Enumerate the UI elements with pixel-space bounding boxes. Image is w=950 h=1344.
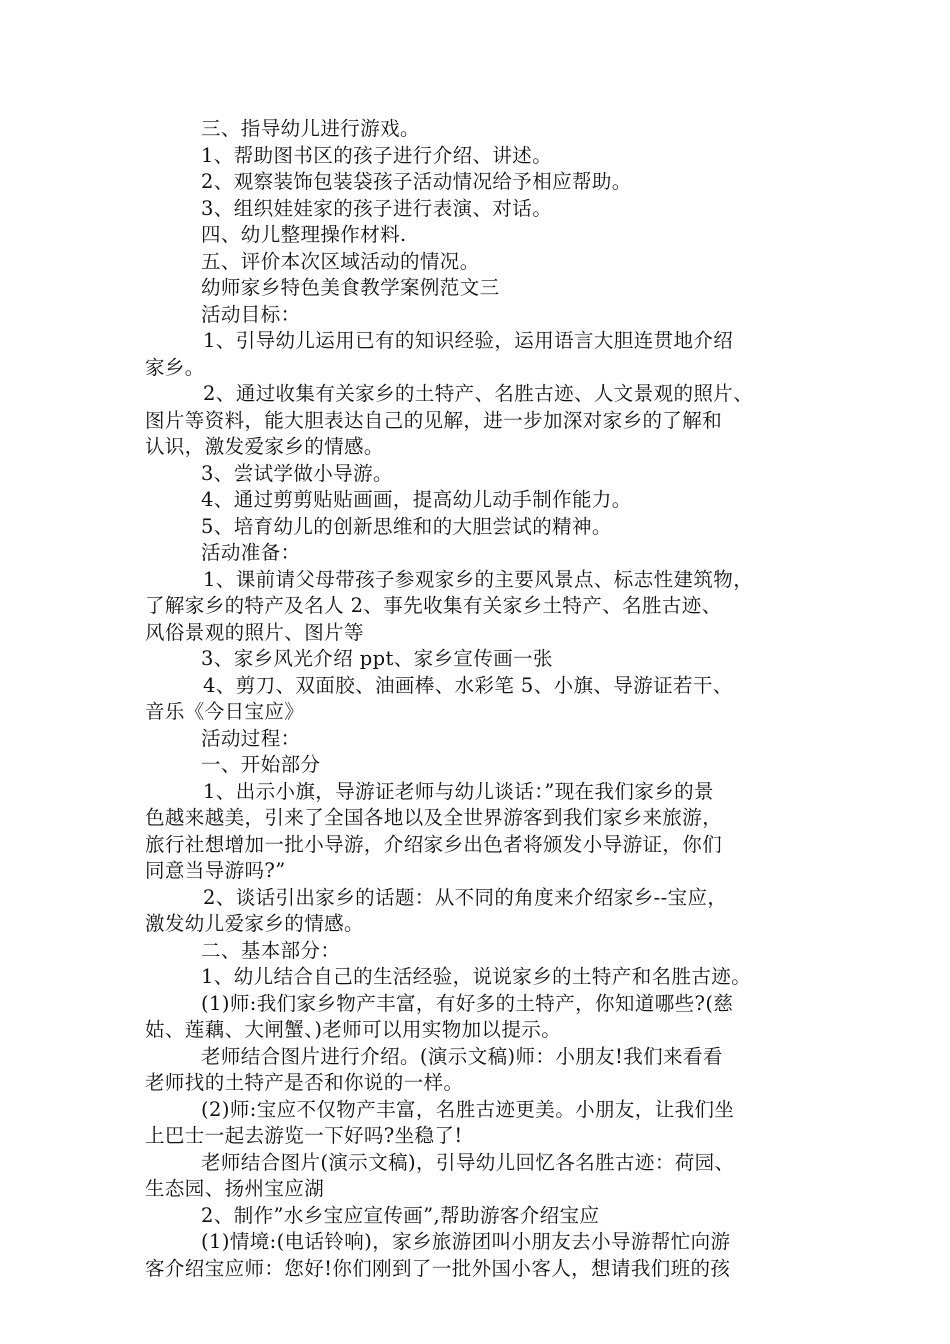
text-line: 三、指导幼儿进行游戏。 <box>201 117 420 140</box>
text-line: 老师结合图片进行介绍。(演示文稿)师：小朋友!我们来看看 <box>201 1044 723 1068</box>
text-line: 同意当导游吗?” <box>145 859 286 882</box>
document-body <box>145 116 810 1282</box>
text-line: 5、培育幼儿的创新思维和的大胆尝试的精神。 <box>201 514 612 538</box>
text-line: 1、引导幼儿运用已有的知识经验，运用语言大胆连贯地介绍 <box>203 329 734 352</box>
text-line: 姑、莲藕、大闸蟹、)老师可以用实物加以提示。 <box>145 1018 562 1041</box>
text-line: (2)师:宝应不仅物产丰富，名胜古迹更美。小朋友，让我们坐 <box>201 1097 735 1121</box>
text-line: 1、课前请父母带孩子参观家乡的主要风景点、标志性建筑物， <box>203 567 754 591</box>
text-line: 幼师家乡特色美食教学案例范文三 <box>201 276 500 299</box>
text-line: 老师找的土特产是否和你说的一样。 <box>145 1071 464 1094</box>
text-line: 一、开始部分 <box>201 753 321 776</box>
text-line: 图片等资料，能大胆表达自己的见解，进一步加深对家乡的了解和 <box>145 408 723 432</box>
text-line: 客介绍宝应师：您好!你们刚到了一批外国小客人，想请我们班的孩 <box>145 1256 731 1280</box>
text-line: (1)师:我们家乡物产丰富，有好多的土特产，你知道哪些?(慈 <box>201 991 734 1015</box>
text-line: 旅行社想增加一批小导游，介绍家乡出色者将颁发小导游证，你们 <box>145 832 723 856</box>
text-line: 3、家乡风光介绍 ppt、家乡宣传画一张 <box>201 647 553 670</box>
text-line: 2、制作”水乡宝应宣传画”,帮助游客介绍宝应 <box>201 1203 600 1227</box>
text-line: 3、组织娃娃家的孩子进行表演、对话。 <box>201 196 553 220</box>
text-line: 活动准备： <box>201 541 301 564</box>
text-line: 四、幼儿整理操作材料. <box>201 223 407 246</box>
text-line: 1、幼儿结合自己的生活经验，说说家乡的土特产和名胜古迹。 <box>201 965 752 988</box>
text-line: 1、帮助图书区的孩子进行介绍、讲述。 <box>201 143 553 167</box>
text-line: 老师结合图片(演示文稿)，引导幼儿回忆各名胜古迹：荷园、 <box>201 1150 735 1174</box>
text-line: 2、通过收集有关家乡的土特产、名胜古迹、人文景观的照片、 <box>203 382 754 405</box>
text-line: 激发幼儿爱家乡的情感。 <box>145 912 364 935</box>
text-line: 家乡。 <box>145 355 205 379</box>
text-line: 了解家乡的特产及名人 2、事先收集有关家乡土特产、名胜古迹、 <box>145 594 722 617</box>
text-line: 生态园、扬州宝应湖 <box>145 1177 325 1200</box>
text-line: 4、剪刀、双面胶、油画棒、水彩笔 5、小旗、导游证若干、 <box>203 673 733 697</box>
text-line: 上巴士一起去游览一下好吗?坐稳了! <box>145 1124 463 1147</box>
text-line: 风俗景观的照片、图片等 <box>145 620 364 644</box>
text-line: 4、通过剪剪贴贴画画，提高幼儿动手制作能力。 <box>201 488 632 511</box>
text-line: 五、评价本次区域活动的情况。 <box>201 249 480 273</box>
text-line: (1)情境:(电话铃响)，家乡旅游团叫小朋友去小导游帮忙向游 <box>201 1230 731 1253</box>
text-line: 认识，激发爱家乡的情感。 <box>145 435 384 458</box>
text-line: 2、观察装饰包装袋孩子活动情况给予相应帮助。 <box>201 170 632 193</box>
text-line: 色越来越美，引来了全国各地以及全世界游客到我们家乡来旅游， <box>145 806 723 829</box>
text-line: 二、基本部分： <box>201 938 341 962</box>
text-line: 活动过程： <box>201 726 301 750</box>
text-line: 3、尝试学做小导游。 <box>201 461 393 485</box>
text-line: 2、谈话引出家乡的话题：从不同的角度来介绍家乡--宝应， <box>203 885 728 909</box>
text-line: 1、出示小旗，导游证老师与幼儿谈话：”现在我们家乡的景 <box>203 779 714 803</box>
text-line: 活动目标： <box>201 302 301 326</box>
text-line: 音乐《今日宝应》 <box>145 700 305 723</box>
